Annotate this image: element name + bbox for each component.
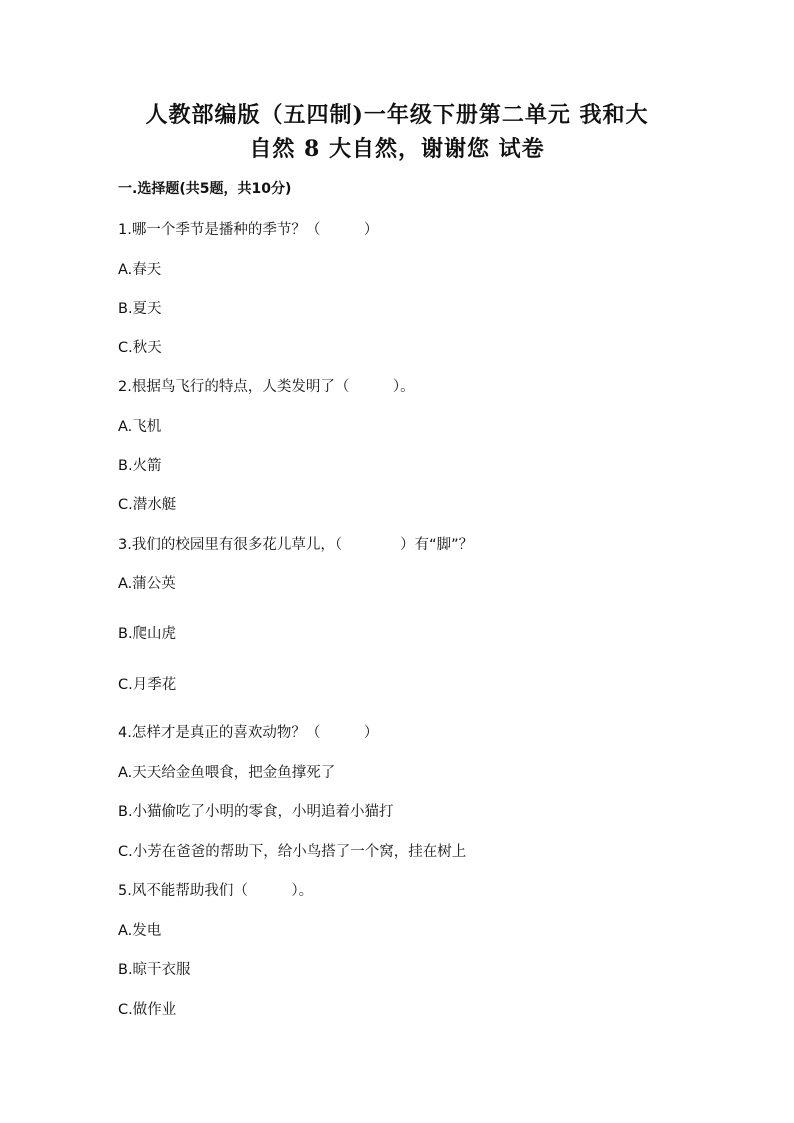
question-1-option-b: B.夏天 bbox=[118, 301, 162, 317]
section-heading: 一.选择题(共5题，共10分) bbox=[118, 181, 292, 197]
question-2-option-c: C.潜水艇 bbox=[118, 497, 177, 513]
question-4-option-b: B.小猫偷吃了小明的零食，小明追着小猫打 bbox=[118, 804, 394, 820]
title-line-2: 自然 8 大自然，谢谢您 试卷 bbox=[249, 136, 545, 162]
question-3-option-a: A.蒲公英 bbox=[118, 576, 176, 592]
question-2-option-b: B.火箭 bbox=[118, 458, 162, 474]
question-2-stem: 2.根据鸟飞行的特点，人类发明了（ ）。 bbox=[118, 379, 415, 395]
question-1-option-a: A.春天 bbox=[118, 262, 162, 278]
question-3-option-b: B.爬山虎 bbox=[118, 626, 177, 642]
question-1-stem: 1.哪一个季节是播种的季节？（ ） bbox=[118, 222, 379, 238]
question-4-option-a: A.天天给金鱼喂食，把金鱼撑死了 bbox=[118, 765, 336, 781]
title-line-1: 人教部编版（五四制)一年级下册第二单元 我和大 bbox=[145, 102, 649, 128]
question-4-stem: 4.怎样才是真正的喜欢动物？（ ） bbox=[118, 725, 379, 741]
question-5-stem: 5.风不能帮助我们（ ）。 bbox=[118, 883, 314, 899]
question-5-option-c: C.做作业 bbox=[118, 1002, 177, 1018]
question-5-option-a: A.发电 bbox=[118, 923, 162, 939]
question-4-option-c: C.小芳在爸爸的帮助下，给小鸟搭了一个窝，挂在树上 bbox=[118, 844, 467, 860]
question-5-option-b: B.晾干衣服 bbox=[118, 962, 191, 978]
question-3-option-c: C.月季花 bbox=[118, 677, 177, 693]
question-3-stem: 3.我们的校园里有很多花儿草儿，（ ）有“脚”？ bbox=[118, 537, 474, 553]
question-1-option-c: C.秋天 bbox=[118, 340, 162, 356]
question-2-option-a: A.飞机 bbox=[118, 419, 162, 435]
